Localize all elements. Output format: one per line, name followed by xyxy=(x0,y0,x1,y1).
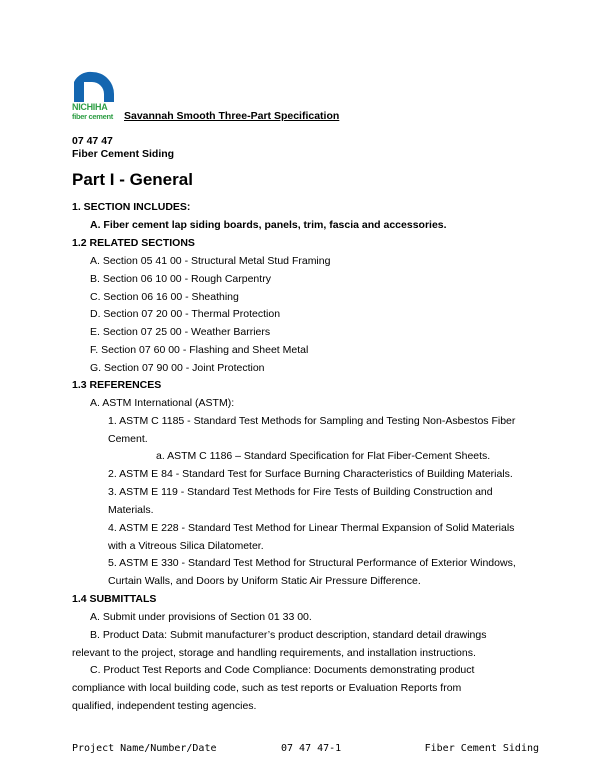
reference-item: 1. ASTM C 1185 - Standard Test Methods for Sampling and Testing Non-Asbestos Fiber xyxy=(108,415,516,427)
related-section-item: E. Section 07 25 00 - Weather Barriers xyxy=(90,326,271,338)
submittals-heading: 1.4 SUBMITTALS xyxy=(72,593,157,605)
footer-page-number: 07 47 47-1 xyxy=(281,743,342,754)
reference-item: 2. ASTM E 84 - Standard Test for Surface Burning Characteristics of Building Materials. xyxy=(108,468,513,480)
reference-item: 4. ASTM E 228 - Standard Test Method for Linear Thermal Expansion of Solid Materials xyxy=(108,522,515,534)
submittal-item: C. Product Test Reports and Code Compliance: Documents demonstrating product xyxy=(90,664,475,676)
submittal-item-continued: relevant to the project, storage and handling requirements, and installation instructions. xyxy=(72,647,476,659)
related-section-item: G. Section 07 90 00 - Joint Protection xyxy=(90,362,265,374)
submittal-item-continued: qualified, independent testing agencies. xyxy=(72,700,257,712)
related-section-item: F. Section 07 60 00 - Flashing and Sheet Metal xyxy=(90,344,309,356)
logo-wordmark: NICHIHA xyxy=(72,102,108,112)
submittal-item: A. Submit under provisions of Section 01 33 00. xyxy=(90,611,312,623)
section-includes-item-a: A. Fiber cement lap siding boards, panels, trim, fascia and accessories. xyxy=(90,219,447,231)
footer-section-name: Fiber Cement Siding xyxy=(424,743,539,754)
reference-item: 3. ASTM E 119 - Standard Test Methods for Fire Tests of Building Construction and xyxy=(108,486,493,498)
submittal-item-continued: compliance with local building code, such as test reports or Evaluation Reports from xyxy=(72,682,462,694)
reference-item-continued: with a Vitreous Silica Dilatometer. xyxy=(108,540,264,552)
reference-item-continued: Curtain Walls, and Doors by Uniform Static Air Pressure Difference. xyxy=(108,575,421,587)
reference-item-continued: Cement. xyxy=(108,433,148,445)
document-title: Savannah Smooth Three-Part Specification xyxy=(124,110,340,122)
section-name: Fiber Cement Siding xyxy=(72,148,175,160)
footer-project: Project Name/Number/Date xyxy=(72,743,217,754)
reference-item-a: A. ASTM International (ASTM): xyxy=(90,397,235,409)
related-section-item: D. Section 07 20 00 - Thermal Protection xyxy=(90,308,281,320)
nichiha-logo xyxy=(72,70,118,122)
related-section-item: A. Section 05 41 00 - Structural Metal Stud Framing xyxy=(90,255,331,267)
reference-subitem: a. ASTM C 1186 – Standard Specification for Flat Fiber-Cement Sheets. xyxy=(156,450,491,462)
references-heading: 1.3 REFERENCES xyxy=(72,379,162,391)
section-id-block xyxy=(72,135,174,161)
related-sections-heading: 1.2 RELATED SECTIONS xyxy=(72,237,195,249)
logo-tagline: fiber cement xyxy=(72,112,113,121)
related-section-item: B. Section 06 10 00 - Rough Carpentry xyxy=(90,273,271,285)
section-includes-heading: 1. SECTION INCLUDES: xyxy=(72,201,191,213)
section-number: 07 47 47 xyxy=(72,135,113,147)
part-title: Part I - General xyxy=(72,170,193,189)
reference-item: 5. ASTM E 330 - Standard Test Method for Structural Performance of Exterior Windows, xyxy=(108,557,516,569)
reference-item-continued: Materials. xyxy=(108,504,154,516)
related-section-item: C. Section 06 16 00 - Sheathing xyxy=(90,291,239,303)
submittal-item: B. Product Data: Submit manufacturer’s product description, standard detail drawings xyxy=(90,629,487,641)
